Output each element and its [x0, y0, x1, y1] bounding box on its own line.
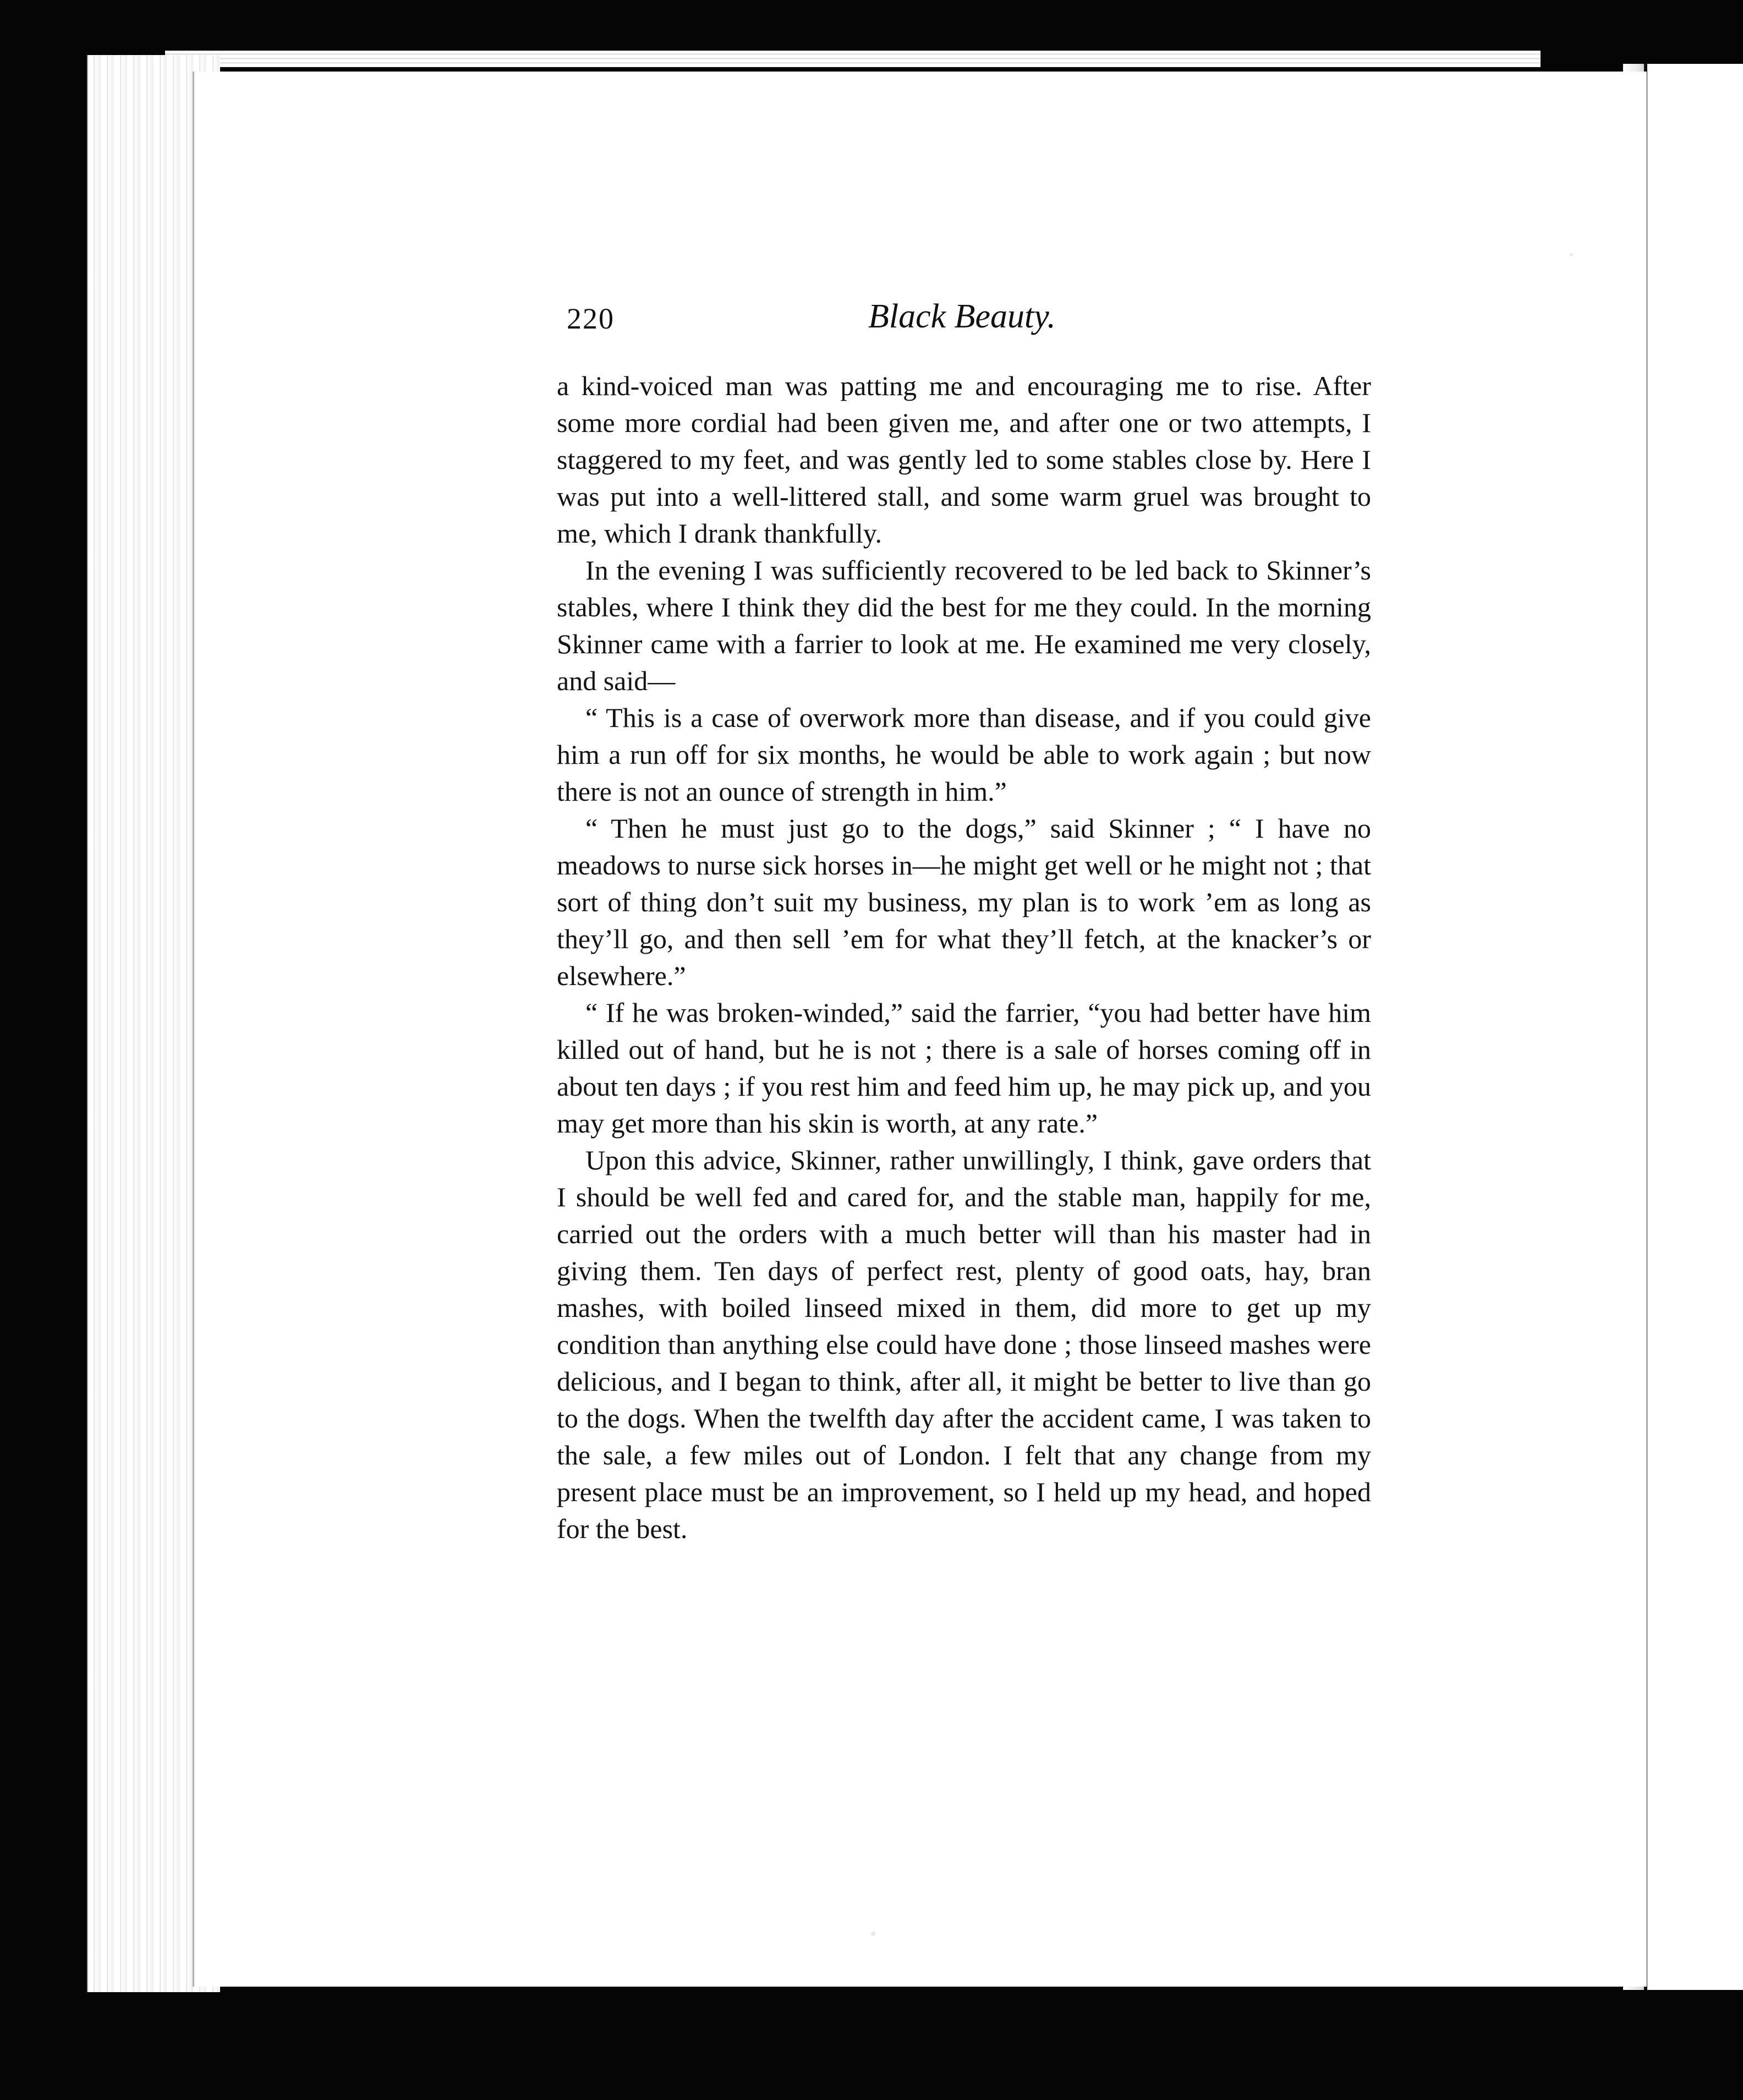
running-title: Black Beauty. — [868, 298, 1056, 335]
paper-speck — [1570, 253, 1573, 256]
page-number: 220 — [567, 302, 615, 335]
running-head — [567, 298, 1084, 351]
paragraph: “ If he was broken-winded,” said the farrier, “you had better have him killed out of hand, but he is not ; there is a sale of horses coming off in about ten days ; if you rest him and feed him up, he may pick up, and you may get more than his skin is worth, at any rate.” — [557, 997, 1371, 1139]
body-text — [557, 368, 1371, 1547]
paragraph: “ This is a case of overwork more than disease, and if you could give him a run off for six months, he would be able to work again ; but now there is not an ounce of strength in him.” — [557, 702, 1371, 807]
paragraph: Upon this advice, Skinner, rather unwillingly, I think, gave orders that I should be well fed and cared for, and the stable man, happily for me, carried out the orders with a much better will than his master had in giving them. Ten days of perfect rest, plenty of good oats, hay, bran mashes, with boiled linseed mixed in them, did more to get up my condition than anything else could have done ; those linseed mashes were delicious, and I began to think, after all, it might be better to live than go to the dogs. When the twelfth day after the accident came, I was taken to the sale, a few miles out of London. I felt that any change from my present place must be an improvement, so I held up my head, and hoped for the best. — [557, 1145, 1371, 1544]
paper-speck — [871, 1932, 875, 1936]
facing-page-edge — [1644, 64, 1743, 1990]
paragraph: In the evening I was sufficiently recovered to be led back to Skinner’s stables, where I think they did the best for me they could. In the morning Skinner came with a farrier to look at me. He examined me very closely, and said— — [557, 555, 1371, 696]
paragraph: “ Then he must just go to the dogs,” said Skinner ; “ I have no meadows to nurse sick horses in—he might get well or he might not ; that sort of thing don’t suit my business, my plan is to work ’em as long as they’ll go, and then sell ’em for what they’ll fetch, at the knacker’s or elsewhere.” — [557, 813, 1371, 991]
page-stack-top-edge — [165, 51, 1541, 67]
paragraph: a kind-voiced man was patting me and encouraging me to rise. After some more cordial had been given me, and after one or two attempts, I staggered to my feet, and was gently led to some stables close by. Here I was put into a well-littered stall, and some warm gruel was brought to me, which I drank thankfully. — [557, 370, 1371, 549]
